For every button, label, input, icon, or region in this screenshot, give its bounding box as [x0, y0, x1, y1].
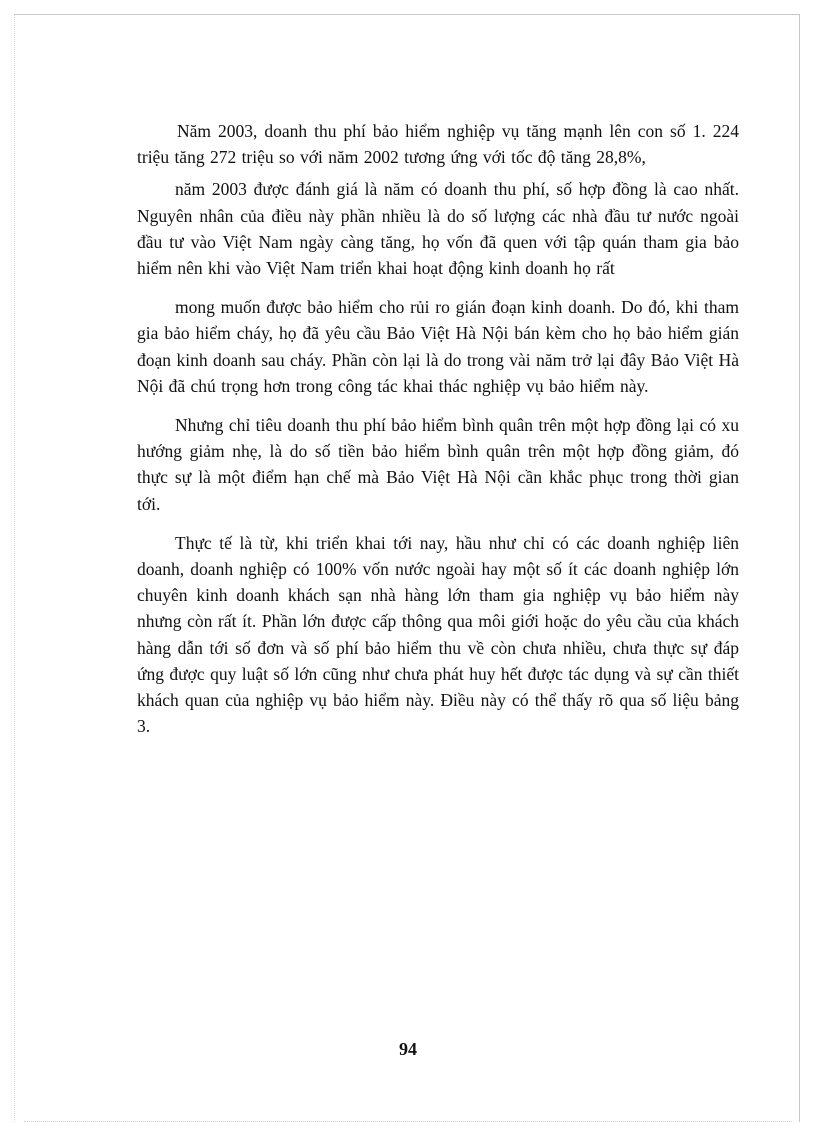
paragraph-2: năm 2003 được đánh giá là năm có doanh thu phí, số hợp đồng là cao nhất. Nguyên nhân của điều này phần nhiều là do số lượng các nhà đầu tư nước ngoài đầu tư vào Việt Nam ngày càng tăng, họ vốn đã quen với tập quán tham gia bảo hiểm nên khi vào Việt Nam triển khai hoạt động kinh doanh họ rất [137, 179, 739, 279]
page-bottom-divider [24, 1121, 792, 1122]
paragraph-1: Năm 2003, doanh thu phí bảo hiểm nghiệp vụ tăng mạnh lên con số 1. 224 triệu tăng 272 triệu so với năm 2002 tương ứng với tốc độ tăng 28,8%, [137, 121, 739, 168]
body-text [137, 118, 739, 752]
paragraph-3: mong muốn được bảo hiểm cho rủi ro gián đoạn kinh doanh. Do đó, khi tham gia bảo hiểm cháy, họ đã yêu cầu Bảo Việt Hà Nội bán kèm cho họ bảo hiểm gián đoạn kinh doanh sau cháy. Phần còn lại là do trong vài năm trở lại đây Bảo Việt Hà Nội đã chú trọng hơn trong công tác khai thác nghiệp vụ bảo hiểm này. [137, 297, 739, 396]
paragraph-5: Thực tế là từ, khi triển khai tới nay, hầu như chỉ có các doanh nghiệp liên doanh, doanh nghiệp có 100% vốn nước ngoài hay một số ít các doanh nghiệp lớn chuyên kinh doanh khách sạn nhà hàng lớn tham gia nghiệp vụ bảo hiểm này nhưng còn rất ít. Phần lớn được cấp thông qua môi giới hoặc do yêu cầu của khách hàng dẫn tới số đơn và số phí bảo hiểm thu về còn chưa nhiều, chưa thực sự đáp ứng được quy luật số lớn cũng như chưa phát huy hết được tác dụng và sự cần thiết khách quan của nghiệp vụ bảo hiểm này. Điều này có thể thấy rõ qua số liệu bảng 3. [137, 532, 739, 737]
page-number: 94 [399, 1039, 417, 1059]
paragraph-4: Nhưng chỉ tiêu doanh thu phí bảo hiểm bình quân trên một hợp đồng lại có xu hướng giảm nhẹ, là do số tiền bảo hiểm bình quân trên một hợp đồng giảm, đó thực sự là một điểm hạn chế mà Bảo Việt Hà Nội cần khắc phục trong thời gian tới. [137, 415, 739, 514]
